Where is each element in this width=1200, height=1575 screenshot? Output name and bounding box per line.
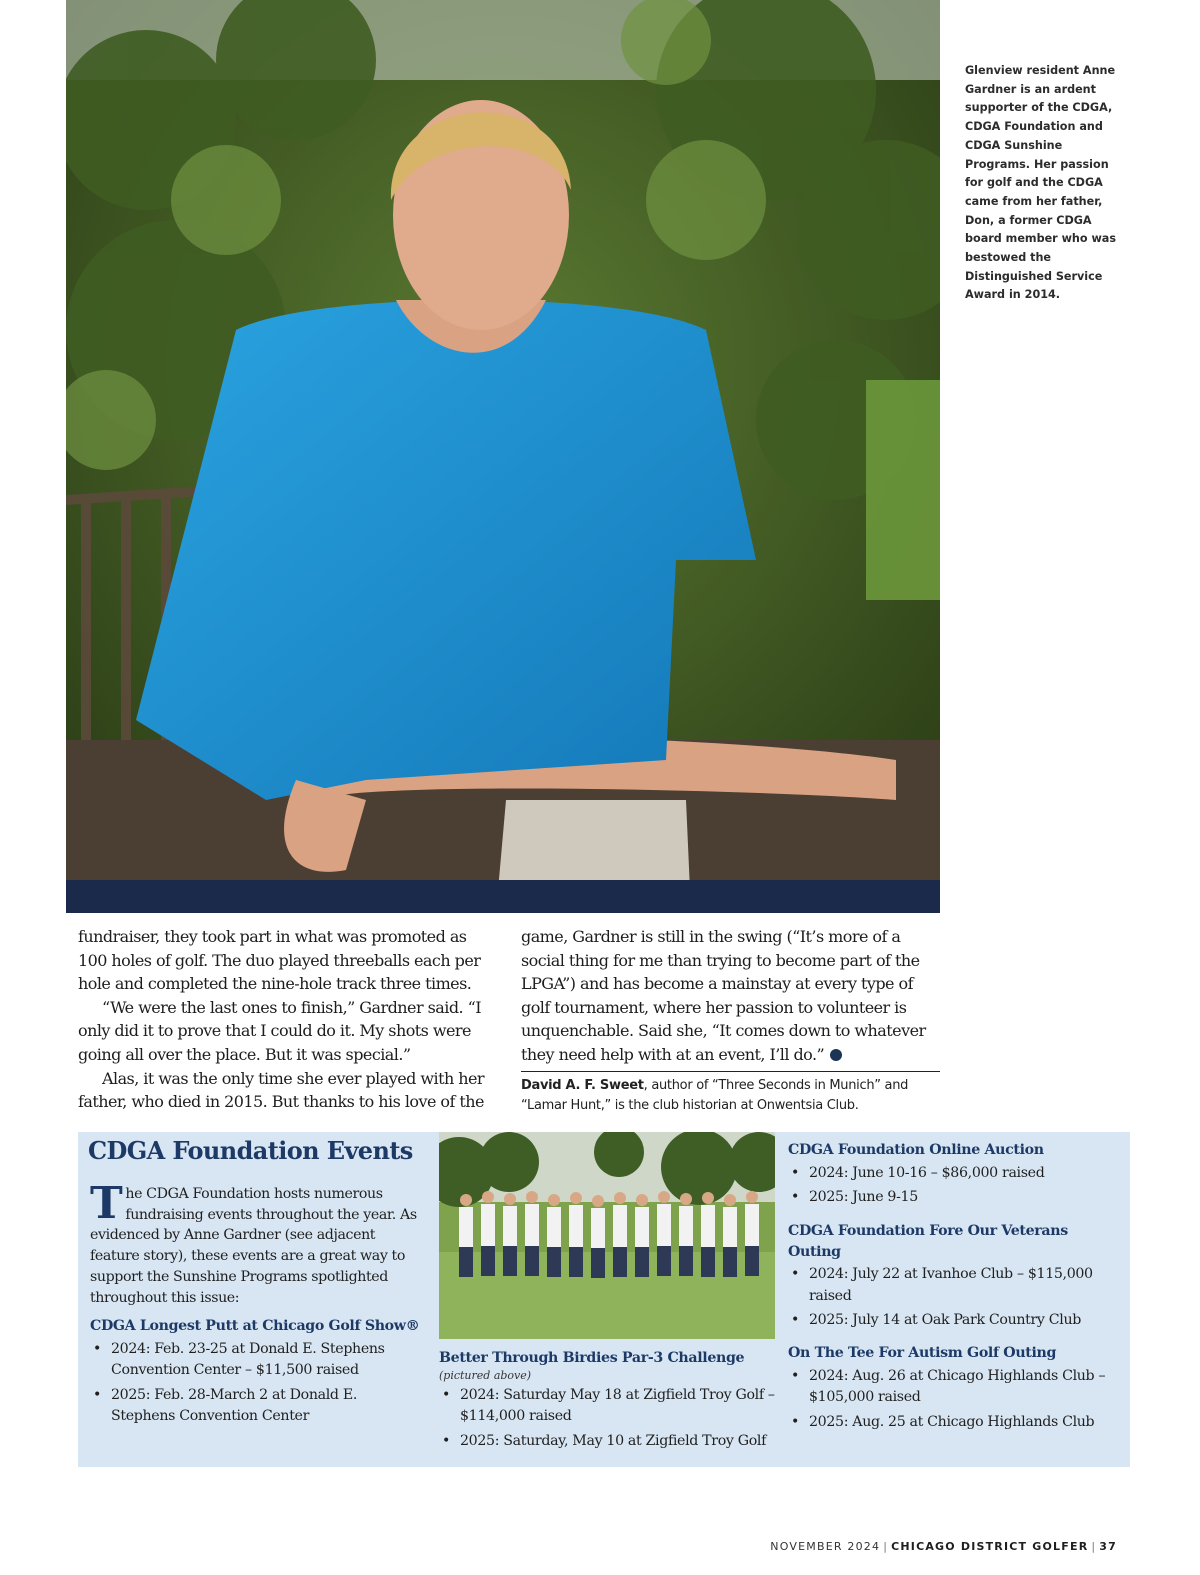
- event-fore-our-veterans: [788, 1221, 1098, 1335]
- list-item: • 2024: Feb. 23-25 at Donald E. Stephens Convention Center – $11,500 raised: [90, 1339, 420, 1382]
- page-number: 37: [1099, 1540, 1117, 1553]
- event-longest-putt: [90, 1316, 420, 1431]
- group-photo-image: [439, 1132, 775, 1339]
- event-dates-list: [788, 1366, 1118, 1434]
- event-better-through-birdies: [439, 1348, 775, 1455]
- article-closing-text: game, Gardner is still in the swing (“It’s more of a social thing for me than trying to become part of the LPGA”) and has become a mainstay at every type of golf tournament, where her passion to volunteer is unquenchable. Said she, “It comes down to whatever they need help with at an event, I’ll do.”: [521, 927, 926, 1064]
- drop-cap: T: [90, 1178, 123, 1229]
- list-item: • 2024: July 22 at Ivanhoe Club – $115,000 raised: [788, 1264, 1098, 1307]
- list-item: • 2024: June 10-16 – $86,000 raised: [788, 1163, 1118, 1185]
- footer-separator: |: [1091, 1540, 1097, 1553]
- list-item: • 2024: Aug. 26 at Chicago Highlands Club – $105,000 raised: [788, 1366, 1118, 1409]
- article-column-right: [521, 925, 941, 1067]
- list-item: • 2024: Saturday May 18 at Zigfield Troy Golf – $114,000 raised: [439, 1385, 775, 1428]
- event-title: CDGA Foundation Online Auction: [788, 1142, 1044, 1158]
- issue-date: NOVEMBER 2024: [770, 1540, 881, 1553]
- event-dates-list: [90, 1339, 420, 1428]
- article-paragraph: Alas, it was the only time she ever played with her father, who died in 2015. But thanks to his love of the: [78, 1068, 485, 1112]
- events-intro-text: he CDGA Foundation hosts numerous fundraising events throughout the year. As evidenced by Anne Gardner (see adjacent feature story), these events are a great way to support the Sunshine Programs spotlighted throughout this issue:: [90, 1186, 417, 1306]
- article-paragraph: fundraiser, they took part in what was promoted as 100 holes of golf. The duo played threeballs each per hole and completed the nine-hole track three times.: [78, 927, 481, 994]
- author-description: , author of “Three Seconds in Munich” and “Lamar Hunt,” is the club historian at Onwentsia Club.: [521, 1078, 909, 1113]
- footer-separator: |: [883, 1540, 889, 1553]
- event-subtitle: (pictured above): [439, 1368, 532, 1382]
- article-paragraph: “We were the last ones to finish,” Gardner said. “I only did it to prove that I could do it. My shots were going all over the place. But it was special.”: [78, 997, 481, 1064]
- publication-name: CHICAGO DISTRICT GOLFER: [891, 1540, 1089, 1553]
- hero-photo: [66, 0, 940, 913]
- event-tee-for-autism: [788, 1343, 1118, 1436]
- team-group-photo: [439, 1132, 775, 1339]
- list-item: • 2025: Aug. 25 at Chicago Highlands Club: [788, 1412, 1118, 1434]
- event-title: CDGA Foundation Fore Our Veterans Outing: [788, 1223, 1068, 1260]
- list-item: • 2025: June 9-15: [788, 1187, 1118, 1209]
- article-column-left: [78, 925, 498, 1114]
- page-footer: [770, 1540, 1117, 1553]
- author-divider: [521, 1071, 940, 1072]
- events-intro: [90, 1178, 420, 1308]
- event-title: CDGA Longest Putt at Chicago Golf Show®: [90, 1318, 420, 1334]
- end-mark-icon: [830, 1049, 842, 1061]
- events-heading: CDGA Foundation Events: [88, 1136, 413, 1165]
- author-name: David A. F. Sweet: [521, 1078, 644, 1093]
- event-dates-list: [788, 1264, 1098, 1332]
- list-item: • 2025: Saturday, May 10 at Zigfield Troy Golf: [439, 1431, 775, 1453]
- list-item: • 2025: July 14 at Oak Park Country Club: [788, 1310, 1098, 1332]
- list-item: • 2025: Feb. 28-March 2 at Donald E. Stephens Convention Center: [90, 1385, 420, 1428]
- article-paragraph: [521, 925, 941, 1067]
- portrait-image: [66, 0, 940, 913]
- foundation-events-box: [78, 1132, 1130, 1467]
- event-dates-list: [439, 1385, 775, 1453]
- event-title: On The Tee For Autism Golf Outing: [788, 1345, 1057, 1361]
- photo-caption: Glenview resident Anne Gardner is an ardent supporter of the CDGA, CDGA Foundation and CDGA Sunshine Programs. Her passion for golf and the CDGA came from her father, Don, a former CDGA board member who was bestowed the Distinguished Service Award in 2014.: [965, 64, 1116, 302]
- event-online-auction: [788, 1140, 1118, 1212]
- author-bio: [521, 1076, 941, 1116]
- event-title: Better Through Birdies Par-3 Challenge: [439, 1350, 745, 1366]
- event-dates-list: [788, 1163, 1118, 1209]
